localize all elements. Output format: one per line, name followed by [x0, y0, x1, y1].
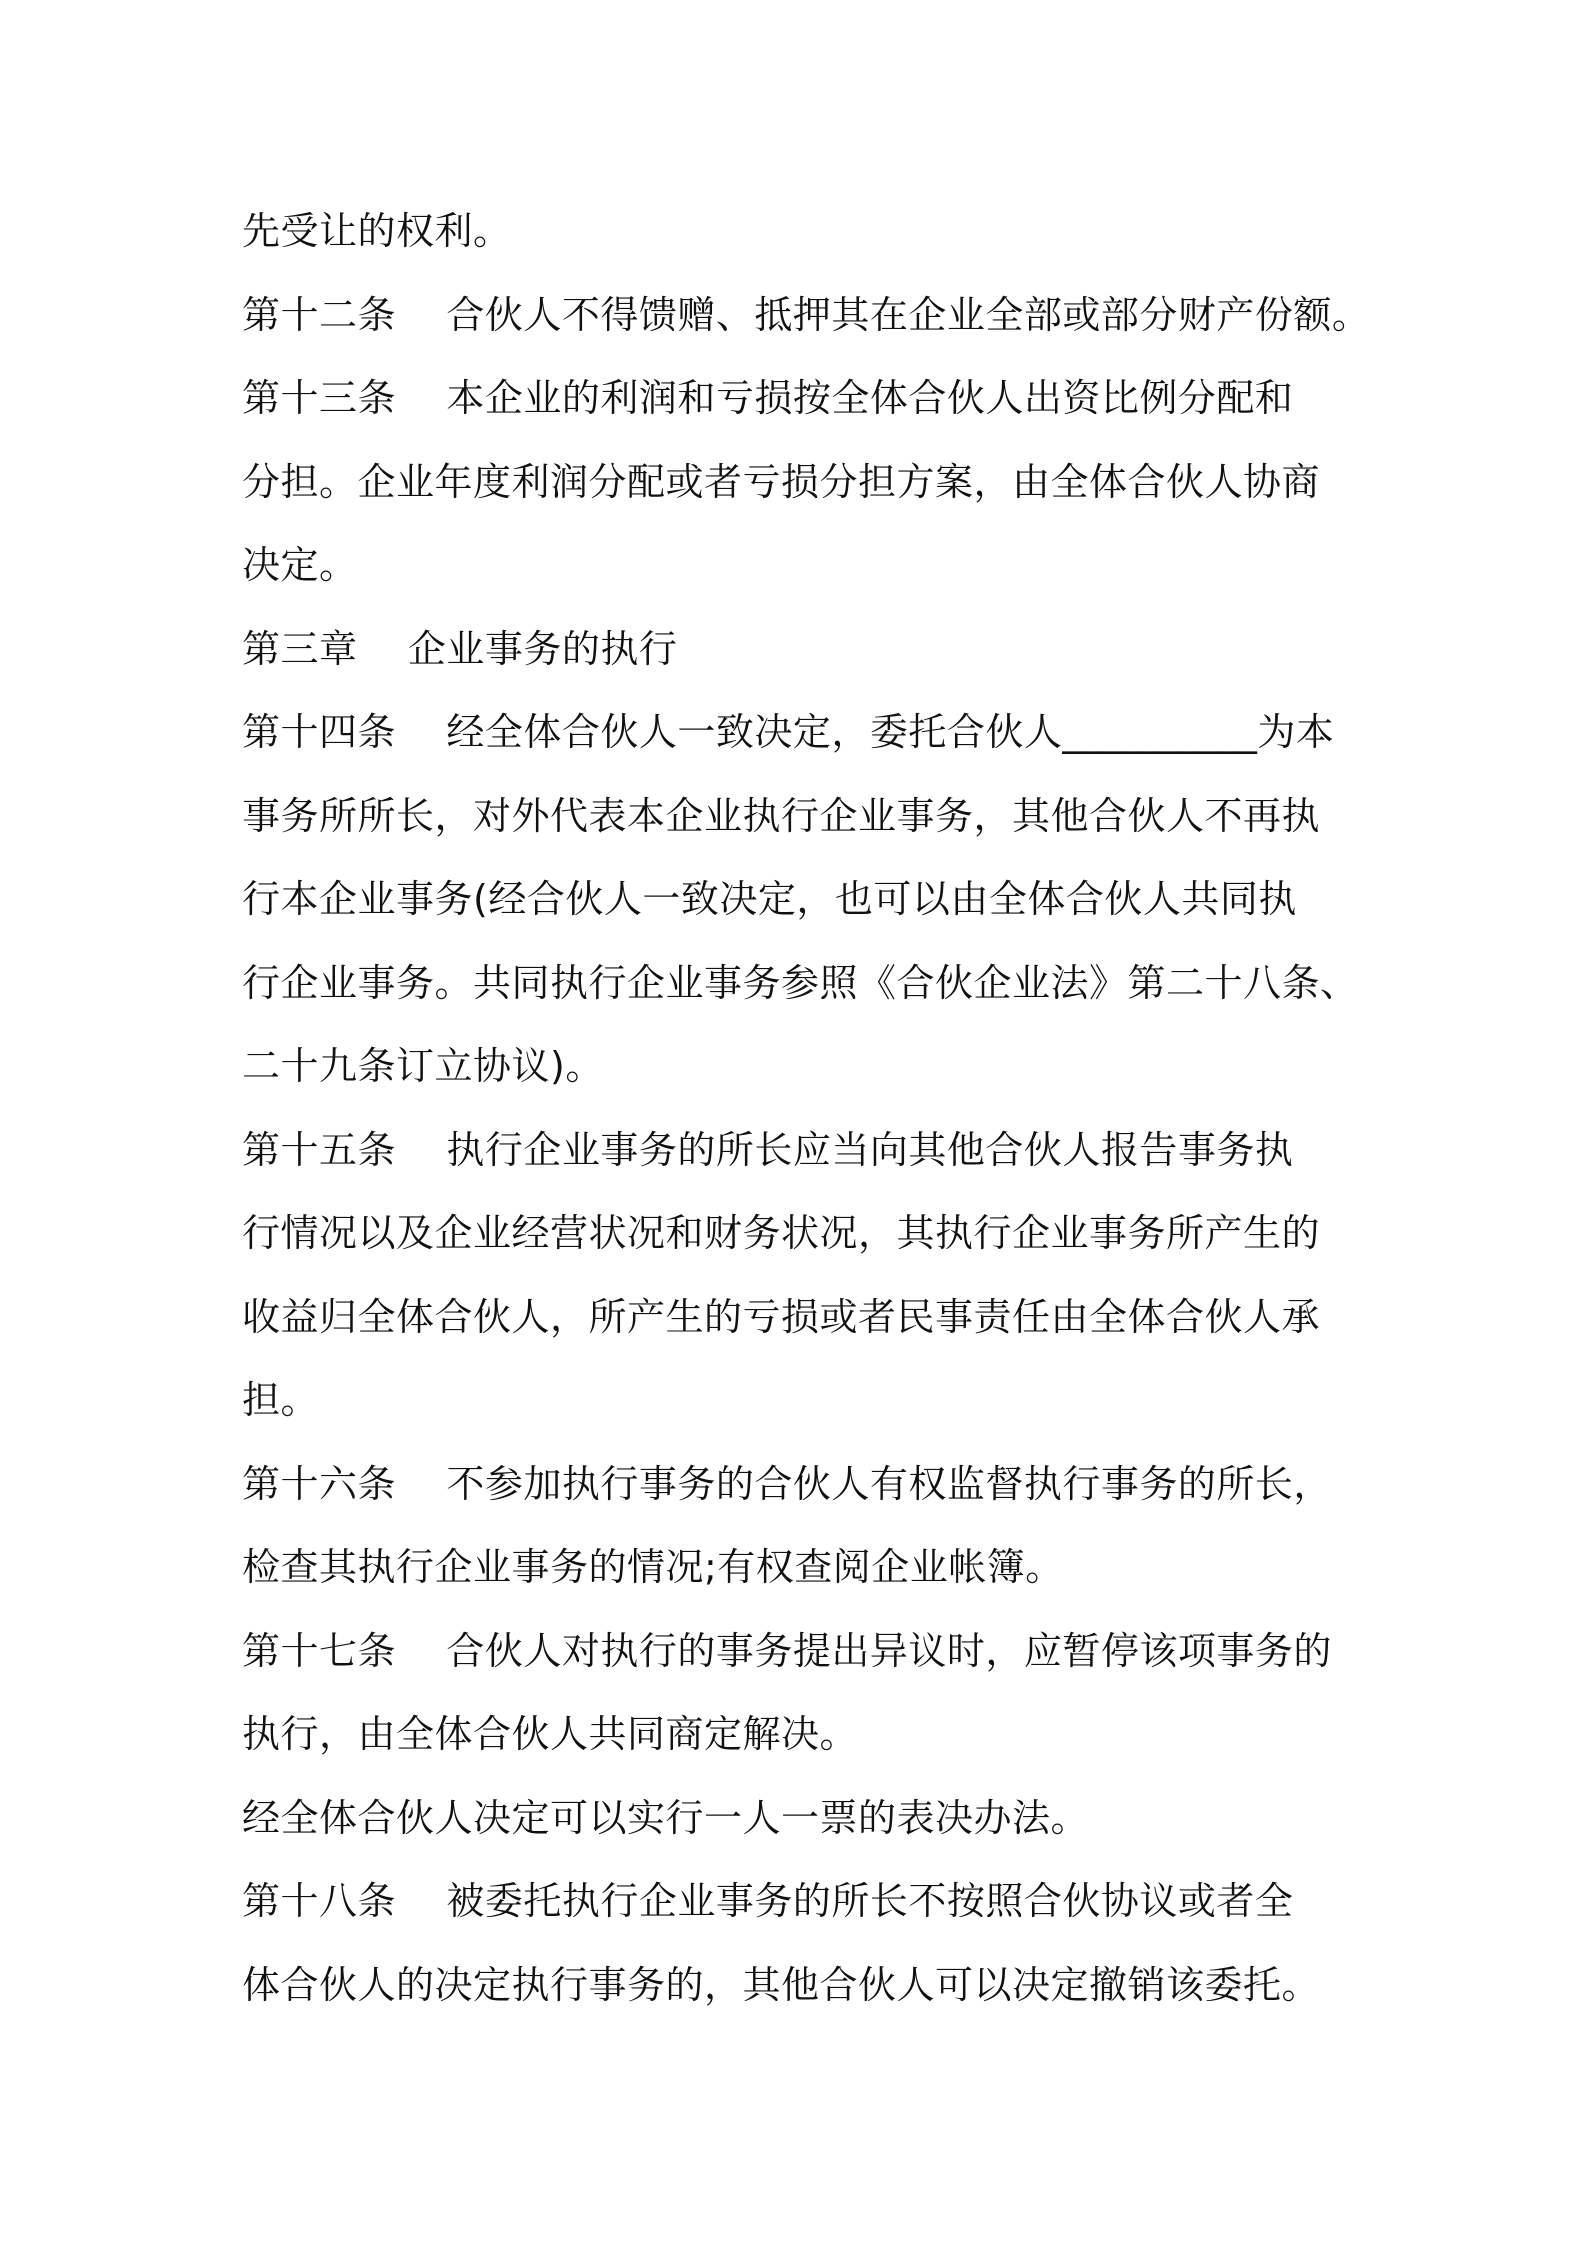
article-13: 第十三条 本企业的利润和亏损按全体合伙人出资比例分配和	[242, 376, 1294, 420]
text-line: 行情况以及企业经营状况和财务状况，其执行企业事务所产生的	[242, 1211, 1321, 1255]
text-line: 决定。	[242, 543, 358, 587]
chapter-3-heading: 第三章 企业事务的执行	[242, 626, 678, 671]
article-12: 第十二条 合伙人不得馈赠、抵押其在企业全部或部分财产份额。	[242, 292, 1371, 337]
text-line: 分担。企业年度利润分配或者亏损分担方案，由全体合伙人协商	[242, 459, 1321, 504]
article-15: 第十五条 执行企业事务的所长应当向其他合伙人报告事务执	[242, 1127, 1294, 1172]
text-line: 行本企业事务(经合伙人一致决定，也可以由全体合伙人共同执	[242, 877, 1297, 921]
text-line: 体合伙人的决定执行事务的，其他合伙人可以决定撤销该委托。	[242, 1962, 1321, 2007]
text-line: 收益归全体合伙人，所产生的亏损或者民事责任由全体合伙人承	[242, 1294, 1321, 1339]
text-line: 经全体合伙人决定可以实行一人一票的表决办法。	[242, 1795, 1090, 1840]
text-line: 检查其执行企业事务的情况;有权查阅企业帐簿。	[242, 1545, 1064, 1589]
text-line: 行企业事务。共同执行企业事务参照《合伙企业法》第二十八条、	[242, 960, 1359, 1005]
document-body	[242, 190, 1371, 2027]
text-line: 担。	[242, 1378, 320, 1422]
article-18: 第十八条 被委托执行企业事务的所长不按照合伙协议或者全	[242, 1879, 1294, 1923]
article-14: 第十四条 经全体合伙人一致决定，委托合伙人__________为本	[242, 710, 1335, 754]
article-17: 第十七条 合伙人对执行的事务提出异议时，应暂停该项事务的	[242, 1628, 1332, 1673]
text-line: 二十九条订立协议)。	[242, 1044, 604, 1088]
text-line: 执行，由全体合伙人共同商定解决。	[242, 1712, 859, 1756]
article-16: 第十六条 不参加执行事务的合伙人有权监督执行事务的所长，	[242, 1461, 1332, 1506]
text-line: 先受让的权利。	[242, 209, 512, 253]
text-line: 事务所所长，对外代表本企业执行企业事务，其他合伙人不再执	[242, 793, 1321, 838]
